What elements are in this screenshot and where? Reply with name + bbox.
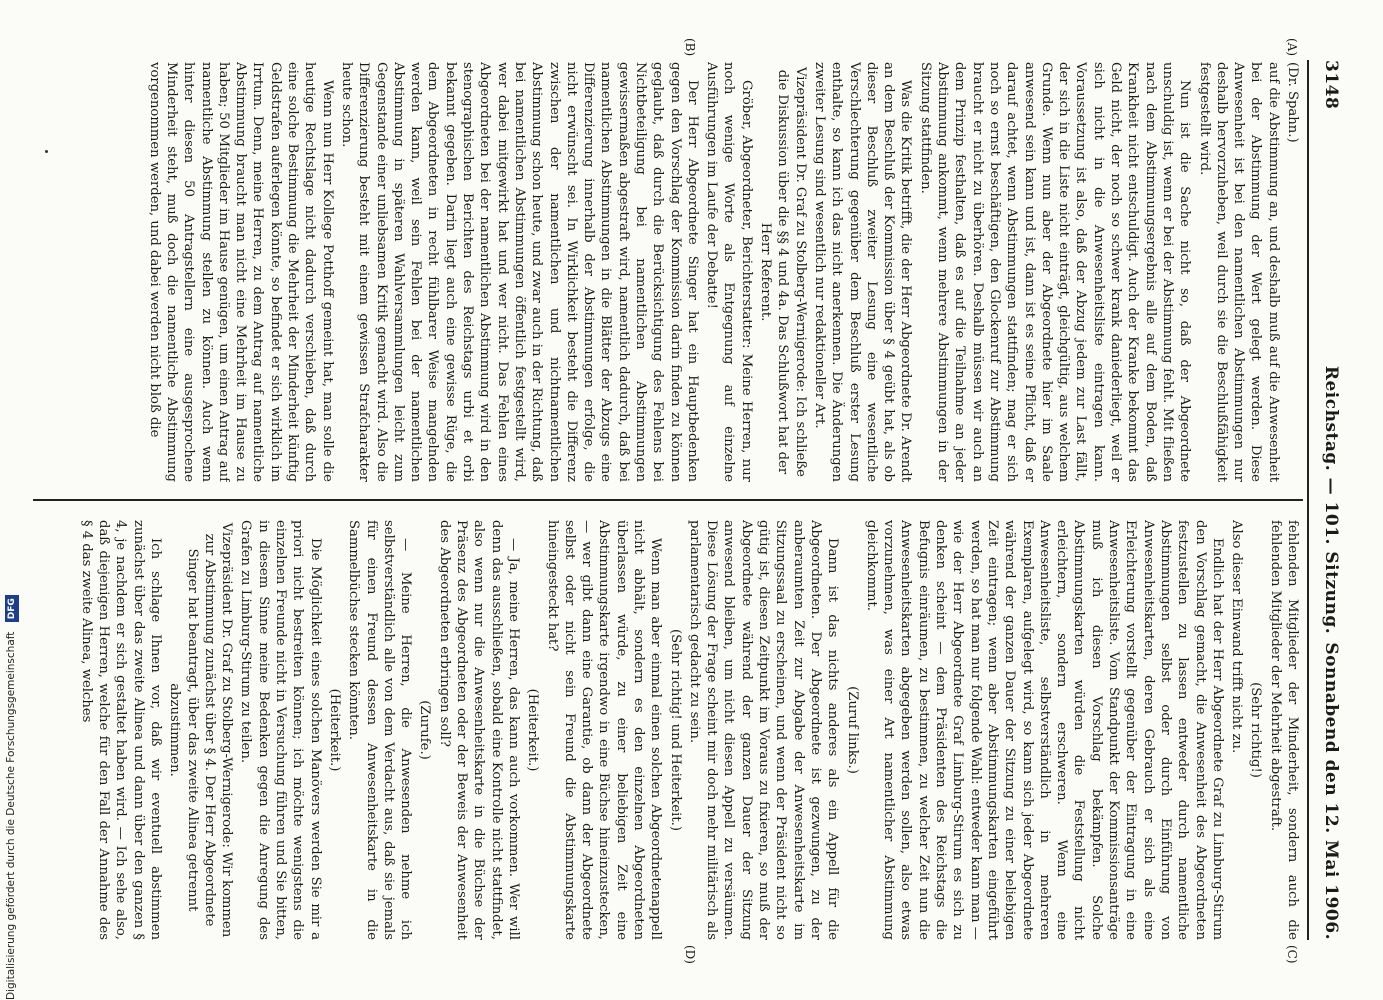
paragraph: fehlenden Mitglieder der Minderheit, sondern auch die fehlenden Mitglieder der Mehrheit abgestraft.: [1267, 520, 1300, 940]
margin-label-c: (C): [1285, 945, 1299, 964]
paragraph: Der Herr Abgeordnete Singer hat ein Hauptbedenken gegen den Vorschlag der Kommission darin finden zu können geglaubt, daß durch die Berücksichtigung des Fehlens bei Nichtbeteiligung bei namentlichen Abstimmungen gewissermaßen abgestraft wird, namentlich dadurch, daß bei namentlichen Abstimmungen in die Blätter der Abzugs eine Differenzierung innerhalb der Abstimmungen erfolge, die nicht erwünscht sei. In Wirklichkeit besteht die Differenz zwischen der namentlichen und nichtnamentlichen Abstimmung schon heute, und zwar auch in der Richtung, daß bei namentlichen Abstimmungen öffentlich festgestellt wird, wer dabei mitgewirkt hat und wer nicht. Das Fehlen eines Abgeordneten bei der namentlichen Abstimmung wird in den stenographischen Berichten des Reichstags urbi et orbi bekannt gegeben. Darin liegt auch eine gewisse Rüge, die dem Abgeordneten in recht fühlbarer Weise mangelnden werden kann, weil sein Fehlen bei der namentlichen Abstimmung in späteren Wahlversammlungen leicht zum Gegenstande einer unliebsamen Kritik gemacht wird. Also die Differenzierung besteht mit einem gewissen Strafcharakter heute schon.: [338, 62, 700, 482]
margin-label-d: (D): [683, 945, 697, 964]
paragraph: (Zurufe.): [417, 700, 433, 760]
paragraph: Also dieser Einwand trifft nicht zu.: [1229, 520, 1245, 754]
paragraph: Die Möglichkeit eines solchen Manövers werden Sie mir a priori nicht bestreiten können; ich möchte wenigstens die einzelnen Freunde nicht in Versuchung führen und Sie bitten, in diesem Sinne meine Bedenken gegen die Anregung des Grafen zu Limburg-Stirum zu teilen.: [238, 520, 323, 940]
paragraph: Wenn nun Herr Kollege Potthoff gemeint hat, man solle die heutige Rechtslage nicht dadurch verschieben, daß durch eine solche Bestimmung die Mehrheit der Minderheit künftig Geldstrafen auferlegen könnte, so befindet er sich wirklich im Irrtum. Denn, meine Herren, zu dem Antrag auf namentliche Abstimmung braucht man nicht eine Mehrheit im Hause zu haben; 50 Mitglieder im Hause genügen, um einen Antrag auf namentliche Abstimmung stellen zu können. Auch wenn hinter diesen 50 Antragstellern eine ausgesprochene Minderheit steht, muß doch die namentliche Abstimmung vorgenommen werden, und dabei werden nicht bloß die: [146, 62, 335, 482]
paragraph: (Zuruf links.): [844, 686, 860, 774]
paragraph: Nun ist die Sache nicht so, daß der Abgeordnete unschuldig ist, wenn er bei der Abstimmung fehlt. Mit fließen nach dem Abstimmungsergebnis alle auf dem Boden, daß Krankheit nicht entschuldigt. Auch der Kranke bekommt das Geld nicht, der noch so schwer krank daniederliegt, weil er sich nicht in die Anwesenheitsliste eintragen kann. Voraussetzung ist also, daß der Abzug jedem zur Last fällt, der sich in die Liste nicht einträgt, gleichgültig, aus welchem Grunde. Wenn nun aber der Abgeordnete hier im Saale anwesend sein kann und ist, dann ist es seine Pflicht, daß er darauf achtet, wenn Abstimmungen stattfinden; mag er sich noch so ernst beschäftigen, den Glockenruf zur Abstimmung braucht er nicht zu überhören. Deshalb müssen wir auch an dem Prinzip festhalten, daß es auf die Teilnahme an jeder Abstimmung ankommt, wenn mehrere Abstimmungen in der Sitzung stattfinden.: [917, 62, 1193, 482]
paragraph: Wenn man aber einmal einen solchen Abgeordnetenappell nicht abhält, sondern es den einzelnen Abgeordneten überlassen würde, zu einer beliebigen Zeit eine Abstimmungskarte irgendwo in eine Büchse hineinzustecken, — wer gibt dann eine Garantie, ob dann der Abgeordnete selbst oder nicht sein Freund die Abstimmungskarte hineingesteckt hat?: [544, 520, 664, 940]
paragraph: — Ja, meine Herren, das kann auch vorkommen. Wer will denn das ausschließen, sobald eine Kontrolle nicht stattfindet, also wenn nur die Anwesenheitskarte in die Büchse der Präsenz des Abgeordneten oder der Beweis der Anwesenheit des Abgeordneten erbringen soll?: [436, 520, 521, 940]
paragraph: auf die Abstimmung an, und deshalb muß auf die Anwesenheit bei der Abstimmung der Wert gelegt werden. Diese Anwesenheit ist bei den namentlichen Abstimmungen nur deshalb hervorzuheben, weil durch sie die Beschlußfähigkeit festgestellt wird.: [1196, 62, 1281, 482]
header-date: Sonnabend den 12. Mai 1906.: [1321, 642, 1341, 940]
paragraph: Gröber, Abgeordneter, Berichterstatter: Meine Herren, nur noch wenige Worte als Entgegnung auf einzelne Ausführungen im Laufe der Debatte!: [704, 62, 754, 482]
margin-label-a: (A): [1285, 38, 1299, 57]
margin-label-b: (B): [683, 38, 697, 57]
right-column: [41, 520, 1301, 940]
page-header: [1311, 60, 1347, 940]
paragraph: — Meine Herren, die Anwesenden nehme ich selbstverständlich alle von dem Verdacht aus, daß sie jemals für einen Freund dessen Anwesenheitskarte in die Sammelbüchse stecken könnten.: [346, 520, 414, 940]
paragraph: Endlich hat der Herr Abgeordnete Graf zu Limburg-Stirum den Vorschlag gemacht, die Anwesenheit des Abgeordneten festzustellen zu lassen entweder durch namentliche Abstimmungen selbst oder durch Einführung von Anwesenheitskarten, deren Gebrauch er sich als eine Erleichterung vorstellt gegenüber der Eintragung in eine Anwesenheitsliste. Vom Standpunkt der Kommissionsanträge muß ich diesen Vorschlag bekämpfen. Solche Abstimmungskarten würden die Feststellung nicht erleichtern, sondern erschweren. Wenn eine Anwesenheitsliste, selbstverständlich in mehreren Exemplaren, aufgelegt wird, so kann sich jeder Abgeordnete während der ganzen Dauer der Sitzung zu einer beliebigen Zeit eintragen; wenn aber Abstimmungskarten eingeführt werden, so hat man nur folgende Wahl: entweder kann man — wie der Herr Abgeordnete Graf Limburg-Stirum es sich zu denken scheint — dem Präsidenten des Reichstags die Befugnis einräumen, zu bestimmen, zu welcher Zeit nun die Anwesenheitskarten abgegeben werden sollen, also etwas vorzunehmen, was einer Art namentlicher Abstimmung gleichkommt.: [863, 520, 1225, 940]
paragraph: (Sehr richtig! und Heiterkeit.): [667, 628, 683, 832]
paragraph: Vizepräsident Dr. Graf zu Stolberg-Wernigerode: Ich schließe die Diskussion über die §§ 4 und 4a. Das Schlußwort hat der Herr Referent.: [758, 67, 808, 477]
header-title: Reichstag. — 101. Sitzung.: [1321, 365, 1341, 635]
dfg-logo: DFG: [5, 595, 19, 622]
paragraph: Was die Kritik betrifft, die der Herr Abgeordnete Dr. Arendt an dem Beschluß der Kommission über § 4 geübt hat, als ob dieser Beschluß zweiter Lesung eine wesentliche Verschlechterung gegenüber dem Beschluß erster Lesung enthalte, so kann ich das nicht anerkennen. Die Änderungen zweiter Lesung sind wesentlich nur redaktioneller Art.: [811, 62, 914, 482]
paragraph: Dann ist das nichts anderes als ein Appell für die Abgeordneten. Der Abgeordnete ist gezwungen, zu der anberaumten Zeit zur Abgabe der Anwesenheitskarte im Sitzungssaal zu erscheinen, und wenn der Präsident nicht so gütig ist, diesen Zeitpunkt im Voraus zu fixieren, so muß der Abgeordnete während der ganzen Dauer der Sitzung anwesend bleiben, um nicht diesen Appell zu versäumen. Diese Lösung der Frage scheint mir doch mehr militärisch als parlamentarisch gedacht zu sein.: [686, 520, 841, 940]
paragraph: (Sehr richtig!): [1248, 682, 1264, 778]
paragraph: (Dr. Spahn.): [1285, 62, 1300, 143]
credit-text: Digitalisierung gefördert durch die Deutsche Forschungsgemeinschaft: [5, 631, 17, 1000]
header-rule: [1307, 60, 1309, 940]
paper-speck: [45, 150, 48, 153]
page-number: 3148: [1321, 60, 1341, 110]
digitization-credit: [2, 480, 20, 1000]
paragraph: Ich schlage Ihnen vor, daß wir eventuell abstimmen zunächst über das zweite Alinea und dann über den ganzen § 4, je nachdem er sich gestaltet haben wird. — Ich sehe also, daß diejenigen Herren, welche für den Fall der Annahme des § 4 das zweite Alinea, welches: [78, 520, 163, 940]
left-column: [41, 62, 1301, 482]
paragraph: Vizepräsident Dr. Graf zu Stolberg-Wernigerode: Wir kommen zur Abstimmung zunächst über § 4. Der Herr Abgeordnete Singer hat beantragt, über das zweite Alinea getrennt abzustimmen.: [167, 522, 235, 938]
column-divider: [33, 499, 1303, 501]
paragraph: (Heiterkeit.): [326, 688, 342, 772]
paragraph: (Heiterkeit.): [525, 688, 541, 772]
